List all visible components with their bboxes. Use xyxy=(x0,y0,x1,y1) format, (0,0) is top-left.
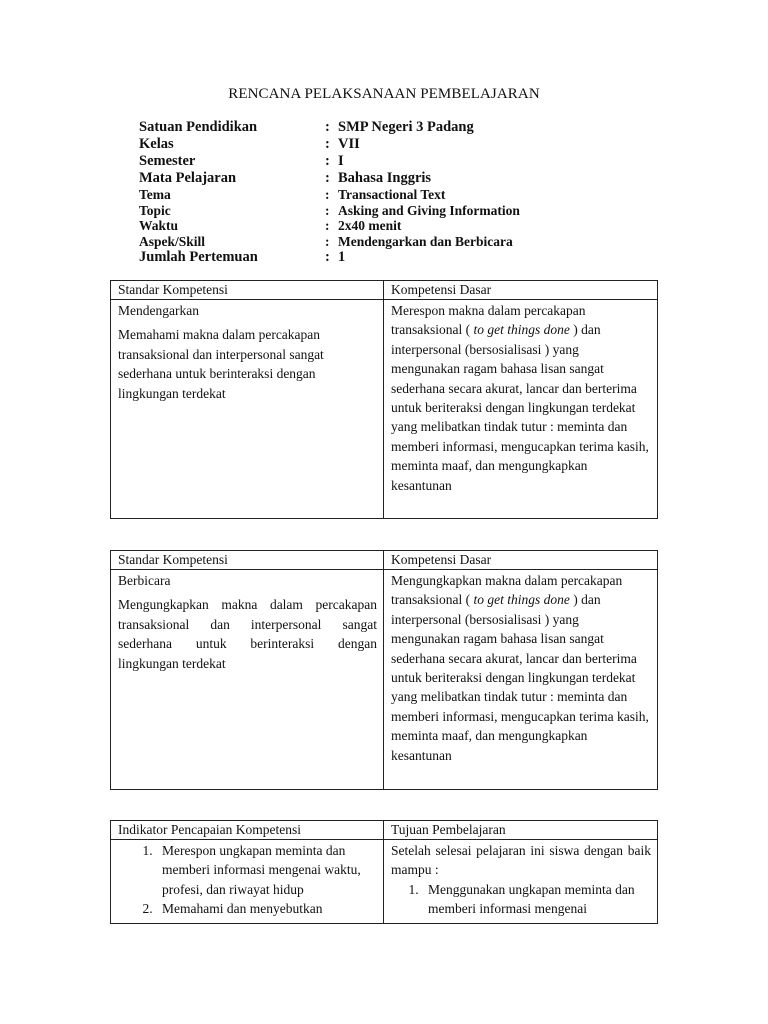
identity-value: VII xyxy=(338,136,360,152)
identity-row-kelas xyxy=(139,136,520,153)
sk-title: Berbicara xyxy=(118,573,171,588)
competency-table-listening xyxy=(110,280,658,519)
identity-row-tema xyxy=(139,187,520,203)
kd-italic-phrase: to get things done xyxy=(473,592,570,608)
header-kompetensi-dasar: Kompetensi Dasar xyxy=(384,281,658,300)
indicator-cell xyxy=(111,840,384,924)
identity-label: Semester xyxy=(139,153,196,169)
kd-italic-phrase: to get things done xyxy=(473,322,570,338)
kd-text-before: Merespon makna dalam percakapan transaksional ( xyxy=(391,303,586,338)
identity-value: Bahasa Inggris xyxy=(338,170,432,186)
identity-row-jumlah-pertemuan xyxy=(139,249,520,266)
header-tujuan: Tujuan Pembelajaran xyxy=(384,821,658,840)
identity-colon: : xyxy=(325,187,330,202)
identity-value: I xyxy=(338,153,344,169)
identity-label: Aspek/Skill xyxy=(139,233,206,249)
identity-label: Topic xyxy=(139,202,171,218)
sk-title: Mendengarkan xyxy=(118,303,199,318)
identity-value: Asking and Giving Information xyxy=(338,202,520,218)
header-standar-kompetensi: Standar Kompetensi xyxy=(111,551,384,570)
table-header-row xyxy=(111,821,658,840)
identity-label: Jumlah Pertemuan xyxy=(139,249,258,265)
kd-cell xyxy=(384,570,658,790)
sk-text: Mengungkapkan makna dalam percakapan transaksional dan interpersonal sangat sederhana untuk berinteraksi dengan lingkungan terdekat xyxy=(118,597,377,671)
identity-colon: : xyxy=(325,119,330,135)
identity-value: 1 xyxy=(338,249,346,265)
header-indikator: Indikator Pencapaian Kompetensi xyxy=(111,821,384,840)
identity-colon: : xyxy=(325,153,330,169)
identity-value: Transactional Text xyxy=(338,187,446,202)
identity-row-topic xyxy=(139,203,520,219)
identity-row-semester xyxy=(139,153,520,170)
table-row xyxy=(111,300,658,519)
sk-cell xyxy=(111,300,384,519)
table-header-row xyxy=(111,281,658,300)
list-item: 1. Merespon ungkapan meminta dan memberi informasi mengenai waktu, profesi, dan riwayat hidup xyxy=(156,841,377,899)
identity-block xyxy=(139,119,520,266)
identity-colon: : xyxy=(325,136,330,152)
tujuan-intro: Setelah selesai pelajaran ini siswa dengan baik mampu : xyxy=(391,843,651,878)
identity-value: SMP Negeri 3 Padang xyxy=(338,119,474,135)
list-item: 1. Menggunakan ungkapan meminta dan memberi informasi mengenai xyxy=(422,880,651,919)
identity-colon: : xyxy=(325,218,330,233)
sk-text: Memahami makna dalam percakapan transaksional dan interpersonal sangat sederhana untuk berinteraksi dengan lingkungan terdekat xyxy=(118,327,324,401)
kd-text-before: Mengungkapkan makna dalam percakapan transaksional ( xyxy=(391,573,623,608)
competency-table-speaking xyxy=(110,550,658,790)
indicator-list xyxy=(118,841,377,919)
tujuan-cell xyxy=(384,840,658,924)
identity-colon: : xyxy=(325,249,330,265)
identity-colon: : xyxy=(325,202,330,218)
page-title: RENCANA PELAKSANAAN PEMBELAJARAN xyxy=(228,86,540,102)
identity-label: Waktu xyxy=(139,218,179,233)
table-header-row xyxy=(111,551,658,570)
header-kompetensi-dasar: Kompetensi Dasar xyxy=(384,551,658,570)
table-row xyxy=(111,570,658,790)
identity-label: Mata Pelajaran xyxy=(139,170,237,186)
identity-label: Tema xyxy=(139,187,171,202)
identity-row-aspek xyxy=(139,234,520,250)
indicator-objective-table xyxy=(110,820,658,924)
list-item: 2. Memahami dan menyebutkan xyxy=(156,899,377,918)
kd-text-after: ) dan interpersonal (bersosialisasi ) yang mengunakan ragam bahasa lisan sangat sederhana secara akurat, lancar dan berterima untuk beriteraksi dengan lingkungan terdekat yang melibatkan tindak tutur : meminta dan memberi informasi, mengucapkan terima kasih, meminta maaf, dan mengungkapkan kesantunan xyxy=(391,322,649,493)
identity-colon: : xyxy=(325,233,330,249)
sk-cell xyxy=(111,570,384,790)
table-row xyxy=(111,840,658,924)
identity-row-satuan xyxy=(139,119,520,136)
identity-colon: : xyxy=(325,170,330,186)
identity-value: Mendengarkan dan Berbicara xyxy=(338,233,513,249)
kd-cell xyxy=(384,300,658,519)
identity-label: Kelas xyxy=(139,136,174,152)
identity-label: Satuan Pendidikan xyxy=(139,119,258,135)
tujuan-list xyxy=(391,880,651,919)
identity-row-waktu xyxy=(139,218,520,234)
kd-text-after: ) dan interpersonal (bersosialisasi ) yang mengunakan ragam bahasa lisan sangat sederhana secara akurat, lancar dan berterima untuk beriteraksi dengan lingkungan terdekat yang melibatkan tindak tutur : meminta dan memberi informasi, mengucapkan terima kasih, meminta maaf, dan mengungkapkan kesantunan xyxy=(391,592,649,763)
identity-row-mata-pelajaran xyxy=(139,170,520,187)
identity-value: 2x40 menit xyxy=(338,218,402,233)
header-standar-kompetensi: Standar Kompetensi xyxy=(111,281,384,300)
